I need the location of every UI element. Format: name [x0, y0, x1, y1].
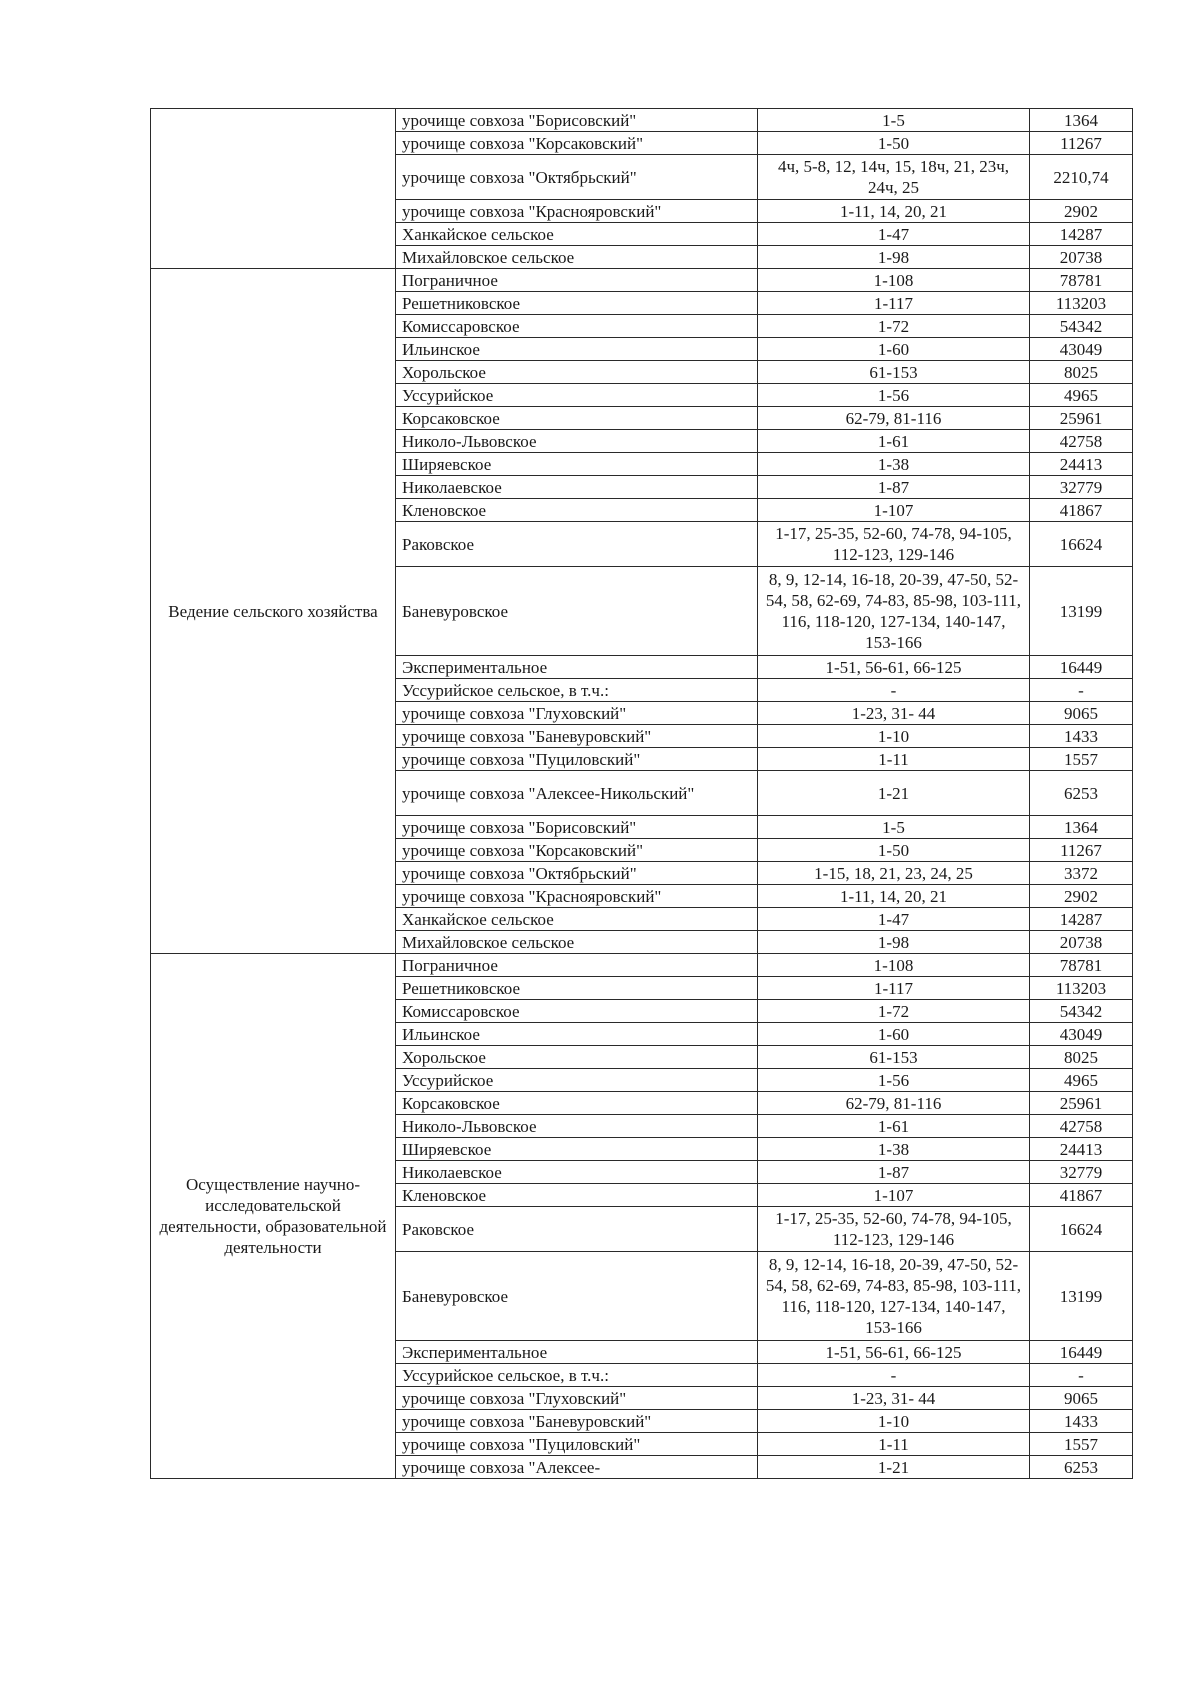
plot-numbers-cell: 1-56: [758, 1069, 1030, 1092]
area-cell: 113203: [1030, 292, 1133, 315]
table-row: [151, 954, 1133, 977]
plot-numbers-cell: 61-153: [758, 1046, 1030, 1069]
area-cell: 78781: [1030, 954, 1133, 977]
area-cell: 32779: [1030, 476, 1133, 499]
area-cell: 41867: [1030, 1184, 1133, 1207]
location-name-cell: Николо-Львовское: [396, 430, 758, 453]
area-cell: 54342: [1030, 1000, 1133, 1023]
location-name-cell: Ширяевское: [396, 453, 758, 476]
location-name-cell: Хорольское: [396, 361, 758, 384]
plot-numbers-cell: 1-72: [758, 315, 1030, 338]
plot-numbers-cell: 1-117: [758, 977, 1030, 1000]
location-name-cell: Ильинское: [396, 1023, 758, 1046]
plot-numbers-cell: 1-72: [758, 1000, 1030, 1023]
location-name-cell: Михайловское сельское: [396, 246, 758, 269]
location-name-cell: урочище совхоза "Глуховский": [396, 1387, 758, 1410]
location-name-cell: Ширяевское: [396, 1138, 758, 1161]
area-cell: 14287: [1030, 223, 1133, 246]
area-cell: 13199: [1030, 1252, 1133, 1341]
plot-numbers-cell: 1-5: [758, 816, 1030, 839]
plot-numbers-cell: 1-23, 31- 44: [758, 702, 1030, 725]
area-cell: 8025: [1030, 361, 1133, 384]
plot-numbers-cell: 1-21: [758, 771, 1030, 816]
location-name-cell: урочище совхоза "Алексее-: [396, 1456, 758, 1479]
plot-numbers-cell: 1-50: [758, 132, 1030, 155]
area-cell: 25961: [1030, 407, 1133, 430]
area-cell: 2902: [1030, 885, 1133, 908]
area-cell: 4965: [1030, 1069, 1133, 1092]
area-cell: 16449: [1030, 1341, 1133, 1364]
area-cell: 11267: [1030, 839, 1133, 862]
purpose-cell: Осуществление научно-исследовательской деятельности, образовательной деятельности: [151, 954, 396, 1479]
plot-numbers-cell: 4ч, 5-8, 12, 14ч, 15, 18ч, 21, 23ч, 24ч, 25: [758, 155, 1030, 200]
location-name-cell: урочище совхоза "Краснояровский": [396, 200, 758, 223]
location-name-cell: урочище совхоза "Баневуровский": [396, 1410, 758, 1433]
location-name-cell: Николо-Львовское: [396, 1115, 758, 1138]
area-cell: 9065: [1030, 1387, 1133, 1410]
location-name-cell: урочище совхоза "Пуциловский": [396, 748, 758, 771]
plot-numbers-cell: 1-38: [758, 1138, 1030, 1161]
plot-numbers-cell: 1-98: [758, 931, 1030, 954]
area-cell: 2902: [1030, 200, 1133, 223]
plot-numbers-cell: 1-11, 14, 20, 21: [758, 885, 1030, 908]
plot-numbers-cell: 1-98: [758, 246, 1030, 269]
plot-numbers-cell: 1-107: [758, 1184, 1030, 1207]
area-cell: 1364: [1030, 109, 1133, 132]
plot-numbers-cell: -: [758, 679, 1030, 702]
location-name-cell: Раковское: [396, 522, 758, 567]
area-cell: 4965: [1030, 384, 1133, 407]
location-name-cell: Уссурийское: [396, 384, 758, 407]
area-cell: 78781: [1030, 269, 1133, 292]
area-cell: 24413: [1030, 1138, 1133, 1161]
plot-numbers-cell: 1-61: [758, 430, 1030, 453]
area-cell: 14287: [1030, 908, 1133, 931]
plot-numbers-cell: 1-10: [758, 1410, 1030, 1433]
area-cell: 20738: [1030, 246, 1133, 269]
location-name-cell: Хорольское: [396, 1046, 758, 1069]
plot-numbers-cell: 1-108: [758, 269, 1030, 292]
area-cell: 42758: [1030, 430, 1133, 453]
plot-numbers-cell: 1-15, 18, 21, 23, 24, 25: [758, 862, 1030, 885]
area-cell: 25961: [1030, 1092, 1133, 1115]
area-cell: 16624: [1030, 1207, 1133, 1252]
plot-numbers-cell: 1-10: [758, 725, 1030, 748]
area-cell: 3372: [1030, 862, 1133, 885]
area-cell: 16624: [1030, 522, 1133, 567]
location-name-cell: Пограничное: [396, 954, 758, 977]
table-body: [151, 109, 1133, 1479]
location-name-cell: Решетниковское: [396, 292, 758, 315]
location-name-cell: Пограничное: [396, 269, 758, 292]
plot-numbers-cell: 1-17, 25-35, 52-60, 74-78, 94-105, 112-123, 129-146: [758, 1207, 1030, 1252]
location-name-cell: Комиссаровское: [396, 1000, 758, 1023]
area-cell: 1557: [1030, 1433, 1133, 1456]
location-name-cell: Николаевское: [396, 1161, 758, 1184]
area-cell: -: [1030, 1364, 1133, 1387]
table-row: [151, 269, 1133, 292]
plot-numbers-cell: 1-11: [758, 1433, 1030, 1456]
location-name-cell: урочище совхоза "Октябрьский": [396, 862, 758, 885]
location-name-cell: урочище совхоза "Алексее-Никольский": [396, 771, 758, 816]
area-cell: 2210,74: [1030, 155, 1133, 200]
area-cell: 6253: [1030, 1456, 1133, 1479]
plot-numbers-cell: 1-50: [758, 839, 1030, 862]
location-name-cell: урочище совхоза "Глуховский": [396, 702, 758, 725]
area-cell: 8025: [1030, 1046, 1133, 1069]
location-name-cell: Ханкайское сельское: [396, 908, 758, 931]
plot-numbers-cell: 1-11, 14, 20, 21: [758, 200, 1030, 223]
area-cell: 24413: [1030, 453, 1133, 476]
plot-numbers-cell: 1-47: [758, 223, 1030, 246]
location-name-cell: Николаевское: [396, 476, 758, 499]
area-cell: 1364: [1030, 816, 1133, 839]
location-name-cell: Кленовское: [396, 499, 758, 522]
location-name-cell: урочище совхоза "Корсаковский": [396, 839, 758, 862]
area-cell: 9065: [1030, 702, 1133, 725]
location-name-cell: урочище совхоза "Корсаковский": [396, 132, 758, 155]
plot-numbers-cell: 1-11: [758, 748, 1030, 771]
location-name-cell: Ильинское: [396, 338, 758, 361]
plot-numbers-cell: 1-60: [758, 338, 1030, 361]
plot-numbers-cell: 1-38: [758, 453, 1030, 476]
area-cell: 20738: [1030, 931, 1133, 954]
plot-numbers-cell: 62-79, 81-116: [758, 1092, 1030, 1115]
plot-numbers-cell: 1-23, 31- 44: [758, 1387, 1030, 1410]
plot-numbers-cell: 1-87: [758, 476, 1030, 499]
area-cell: 43049: [1030, 1023, 1133, 1046]
location-name-cell: урочище совхоза "Баневуровский": [396, 725, 758, 748]
plot-numbers-cell: 61-153: [758, 361, 1030, 384]
location-name-cell: урочище совхоза "Борисовский": [396, 109, 758, 132]
area-cell: 54342: [1030, 315, 1133, 338]
location-name-cell: Баневуровское: [396, 1252, 758, 1341]
table-row: [151, 109, 1133, 132]
area-cell: 41867: [1030, 499, 1133, 522]
plot-numbers-cell: 1-56: [758, 384, 1030, 407]
plot-numbers-cell: 8, 9, 12-14, 16-18, 20-39, 47-50, 52-54, 58, 62-69, 74-83, 85-98, 103-111, 116, 118-120, 127-134, 140-147, 153-166: [758, 1252, 1030, 1341]
plot-numbers-cell: 1-47: [758, 908, 1030, 931]
location-name-cell: урочище совхоза "Борисовский": [396, 816, 758, 839]
location-name-cell: урочище совхоза "Пуциловский": [396, 1433, 758, 1456]
plot-numbers-cell: 1-60: [758, 1023, 1030, 1046]
location-name-cell: Уссурийское сельское, в т.ч.:: [396, 679, 758, 702]
location-name-cell: Корсаковское: [396, 1092, 758, 1115]
location-name-cell: Ханкайское сельское: [396, 223, 758, 246]
location-name-cell: урочище совхоза "Октябрьский": [396, 155, 758, 200]
location-name-cell: Экспериментальное: [396, 1341, 758, 1364]
plot-numbers-cell: 1-17, 25-35, 52-60, 74-78, 94-105, 112-123, 129-146: [758, 522, 1030, 567]
plot-numbers-cell: 8, 9, 12-14, 16-18, 20-39, 47-50, 52-54, 58, 62-69, 74-83, 85-98, 103-111, 116, 118-120, 127-134, 140-147, 153-166: [758, 567, 1030, 656]
location-name-cell: Кленовское: [396, 1184, 758, 1207]
area-cell: 32779: [1030, 1161, 1133, 1184]
plot-numbers-cell: 1-108: [758, 954, 1030, 977]
area-cell: 1433: [1030, 725, 1133, 748]
plot-numbers-cell: 62-79, 81-116: [758, 407, 1030, 430]
area-cell: 6253: [1030, 771, 1133, 816]
area-cell: -: [1030, 679, 1133, 702]
plot-numbers-cell: 1-61: [758, 1115, 1030, 1138]
plot-numbers-cell: 1-21: [758, 1456, 1030, 1479]
location-name-cell: Корсаковское: [396, 407, 758, 430]
purpose-cell: Ведение сельского хозяйства: [151, 269, 396, 954]
plot-numbers-cell: 1-87: [758, 1161, 1030, 1184]
location-name-cell: Уссурийское сельское, в т.ч.:: [396, 1364, 758, 1387]
plot-numbers-cell: 1-5: [758, 109, 1030, 132]
area-cell: 42758: [1030, 1115, 1133, 1138]
location-name-cell: Комиссаровское: [396, 315, 758, 338]
location-name-cell: Баневуровское: [396, 567, 758, 656]
plot-numbers-cell: 1-51, 56-61, 66-125: [758, 1341, 1030, 1364]
plot-numbers-cell: 1-51, 56-61, 66-125: [758, 656, 1030, 679]
land-plots-table: [150, 108, 1133, 1479]
area-cell: 113203: [1030, 977, 1133, 1000]
purpose-cell: [151, 109, 396, 269]
location-name-cell: Уссурийское: [396, 1069, 758, 1092]
plot-numbers-cell: 1-117: [758, 292, 1030, 315]
area-cell: 11267: [1030, 132, 1133, 155]
location-name-cell: Михайловское сельское: [396, 931, 758, 954]
location-name-cell: урочище совхоза "Краснояровский": [396, 885, 758, 908]
area-cell: 1433: [1030, 1410, 1133, 1433]
area-cell: 13199: [1030, 567, 1133, 656]
location-name-cell: Экспериментальное: [396, 656, 758, 679]
plot-numbers-cell: 1-107: [758, 499, 1030, 522]
area-cell: 1557: [1030, 748, 1133, 771]
plot-numbers-cell: -: [758, 1364, 1030, 1387]
location-name-cell: Решетниковское: [396, 977, 758, 1000]
area-cell: 16449: [1030, 656, 1133, 679]
location-name-cell: Раковское: [396, 1207, 758, 1252]
area-cell: 43049: [1030, 338, 1133, 361]
